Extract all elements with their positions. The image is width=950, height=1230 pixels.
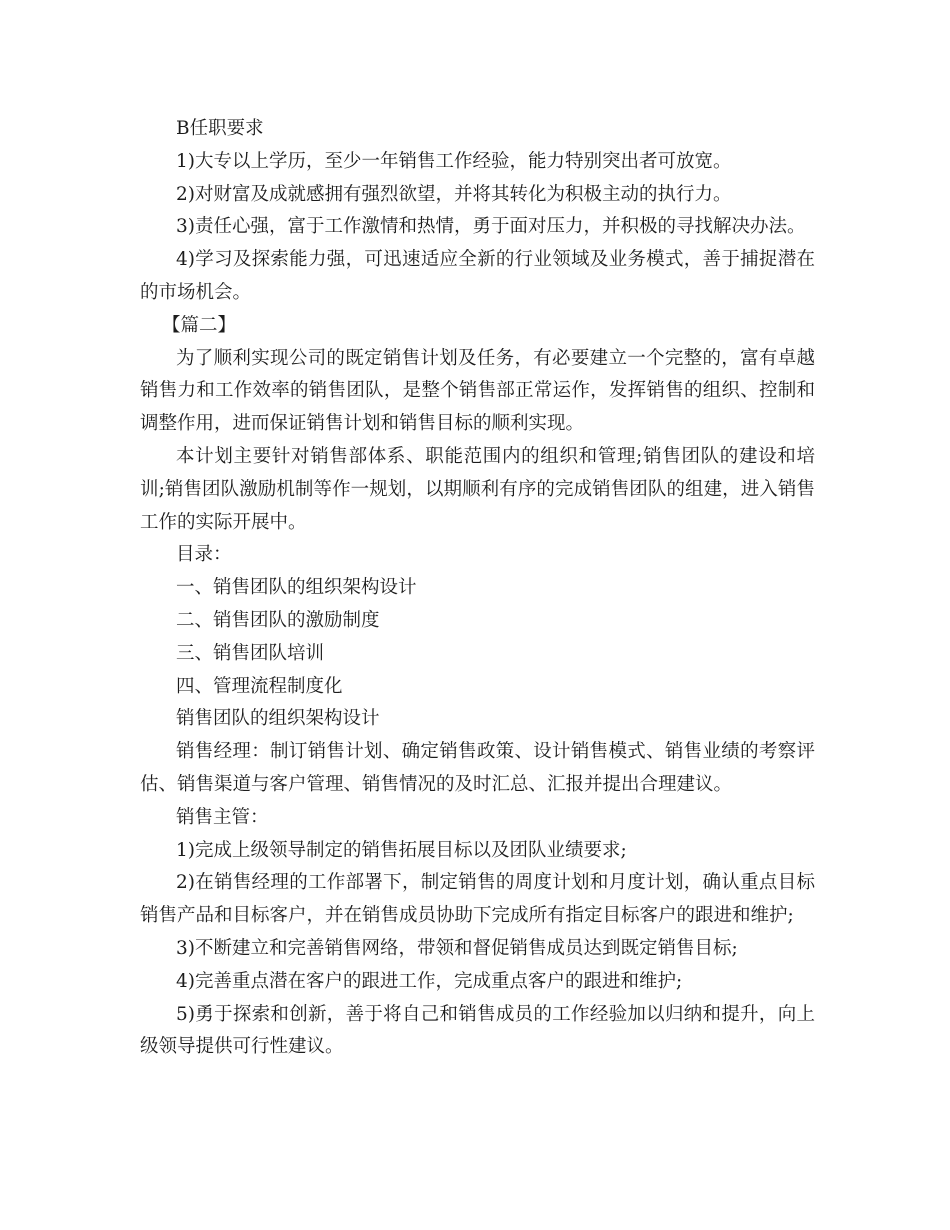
document-body: [140, 113, 815, 1064]
paragraph-supervisor-duty-3: 3)不断建立和完善销售网络，带领和督促销售成员达到既定销售目标;: [176, 937, 738, 959]
section-heading-org-structure: 销售团队的组织架构设计: [176, 708, 380, 730]
toc-item-1: 一、销售团队的组织架构设计: [176, 577, 417, 599]
paragraph-intro: 为了顺利实现公司的既定销售计划及任务，有必要建立一个完整的，富有卓越销售力和工作效率的销售团队，是整个销售部正常运作，发挥销售的组织、控制和调整作用，进而保证销售计划和销售目标的顺利实现。: [140, 347, 815, 435]
paragraph-sales-supervisor-heading: 销售主管：: [176, 806, 269, 828]
section-heading-part-two: 【篇二】: [162, 314, 237, 336]
paragraph-supervisor-duty-4: 4)完善重点潜在客户的跟进工作，完成重点客户的跟进和维护;: [176, 970, 683, 992]
paragraph-requirement-2: 2)对财富及成就感拥有强烈欲望，并将其转化为积极主动的执行力。: [176, 183, 732, 205]
paragraph-sales-manager: 销售经理：制订销售计划、确定销售政策、设计销售模式、销售业绩的考察评估、销售渠道与客户管理、销售情况的及时汇总、汇报并提出合理建议。: [140, 741, 815, 795]
paragraph-requirement-4: 4)学习及探索能力强，可迅速适应全新的行业领域及业务模式，善于捕捉潜在的市场机会。: [140, 249, 815, 303]
paragraph-requirement-3: 3)责任心强，富于工作激情和热情，勇于面对压力，并积极的寻找解决办法。: [176, 216, 806, 238]
paragraph-supervisor-duty-1: 1)完成上级领导制定的销售拓展目标以及团队业绩要求;: [176, 839, 627, 861]
toc-item-2: 二、销售团队的激励制度: [176, 609, 380, 631]
toc-item-4: 四、管理流程制度化: [176, 675, 343, 697]
toc-heading: 目录：: [176, 544, 232, 566]
paragraph-plan-scope: 本计划主要针对销售部体系、职能范围内的组织和管理;销售团队的建设和培训;销售团队激励机制等作一规划，以期顺利有序的完成销售团队的组建，进入销售工作的实际开展中。: [140, 445, 815, 533]
paragraph-requirement-1: 1)大专以上学历，至少一年销售工作经验，能力特别突出者可放宽。: [176, 150, 732, 172]
paragraph-supervisor-duty-5: 5)勇于探索和创新，善于将自己和销售成员的工作经验加以归纳和提升，向上级领导提供可行性建议。: [140, 1003, 815, 1058]
paragraph-requirements-heading: B任职要求: [176, 118, 264, 139]
paragraph-supervisor-duty-2: 2)在销售经理的工作部署下，制定销售的周度计划和月度计划，确认重点目标销售产品和目标客户，并在销售成员协助下完成所有指定目标客户的跟进和维护;: [140, 872, 815, 927]
toc-item-3: 三、销售团队培训: [176, 642, 325, 664]
